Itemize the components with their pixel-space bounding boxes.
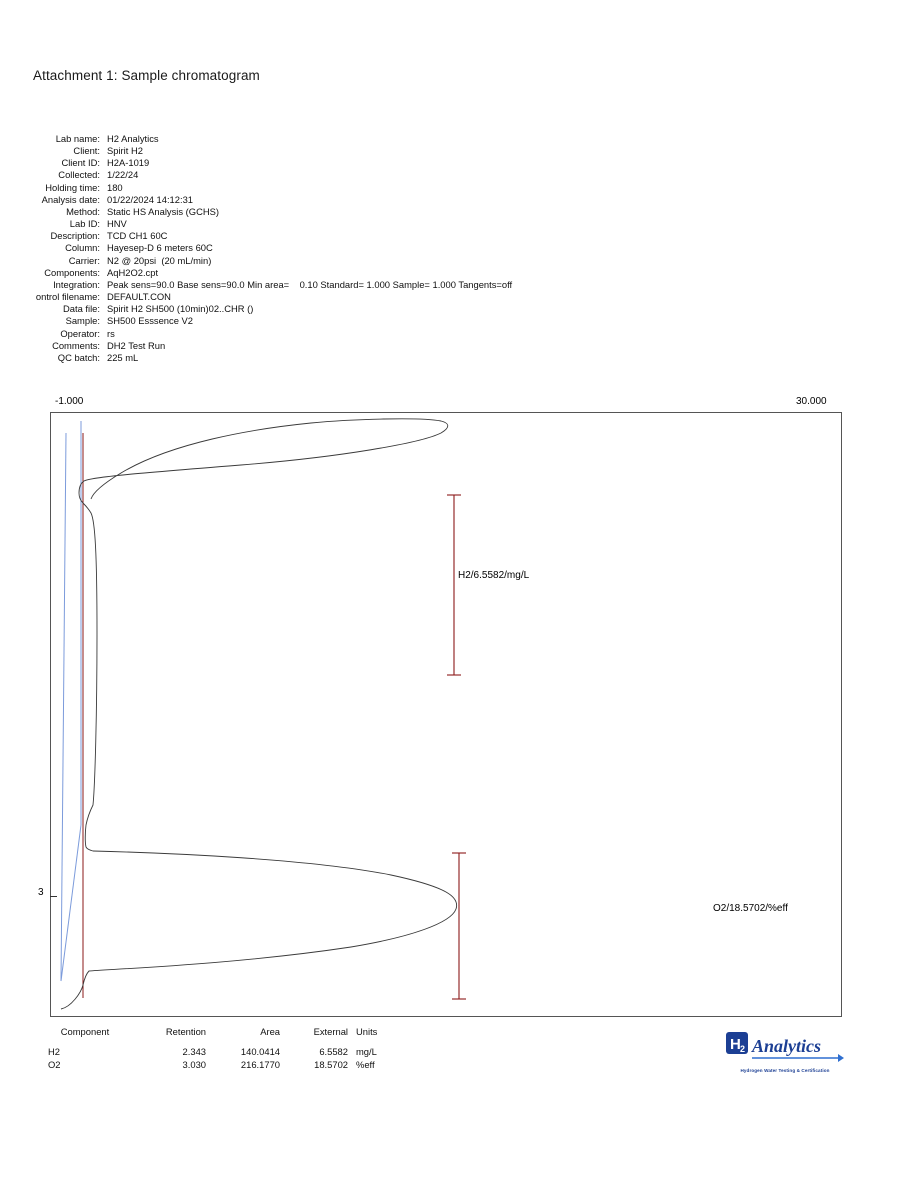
results-table-element <box>30 1026 400 1071</box>
metadata-row <box>24 194 644 206</box>
cell-area: 216.1770 <box>240 1058 280 1070</box>
metadata-row <box>24 315 644 327</box>
metadata-value: Static HS Analysis (GCHS) <box>107 205 220 217</box>
metadata-label: Lab name: <box>55 133 100 144</box>
metadata-label: Client ID: <box>61 157 100 169</box>
metadata-value: 225 mL <box>107 351 139 363</box>
cell-units: %eff <box>356 1058 375 1070</box>
metadata-row <box>24 169 644 181</box>
chromatogram-plot <box>50 412 842 1017</box>
metadata-value: SH500 Esssence V2 <box>107 315 193 327</box>
metadata-row <box>24 182 644 194</box>
cell-component: H2 <box>48 1046 60 1057</box>
metadata-value: rs <box>107 327 115 339</box>
metadata-row <box>24 352 644 364</box>
peak-label-h2: H2/6.5582/mg/L <box>458 570 530 581</box>
metadata-row <box>24 279 644 291</box>
peak-label-o2: O2/18.5702/%eff <box>713 903 788 914</box>
metadata-value: DEFAULT.CON <box>107 291 171 303</box>
metadata-value: Spirit H2 SH500 (10min)02..CHR () <box>107 303 254 315</box>
column-header-component: Component <box>60 1026 110 1037</box>
metadata-row <box>24 242 644 254</box>
metadata-row <box>24 255 644 267</box>
metadata-label: Analysis date: <box>41 193 100 205</box>
y-tick-mark <box>50 896 57 897</box>
metadata-label: Comments: <box>52 339 100 351</box>
logo-h-glyph: H <box>730 1036 741 1053</box>
metadata-label: ontrol filename: <box>35 291 100 303</box>
metadata-value: H2A-1019 <box>107 157 150 169</box>
cell-retention: 3.030 <box>182 1058 206 1070</box>
table-header-row <box>30 1026 400 1046</box>
metadata-value: 01/22/2024 14:12:31 <box>107 193 194 205</box>
cell-component: O2 <box>48 1058 61 1070</box>
metadata-row <box>24 230 644 242</box>
metadata-row <box>24 291 644 303</box>
axis-min-label: -1.000 <box>55 396 84 407</box>
metadata-value: DH2 Test Run <box>107 339 166 351</box>
metadata-label: Operator: <box>60 327 100 339</box>
metadata-value: 180 <box>107 181 123 193</box>
column-header-retention: Retention <box>165 1026 206 1037</box>
metadata-row <box>24 218 644 230</box>
metadata-value: Peak sens=90.0 Base sens=90.0 Min area= 0.10 Standard= 1.000 Sample= 1.000 Tangents=off <box>107 278 513 290</box>
logo-wordmark: Analytics <box>752 1036 822 1056</box>
axis-max-label: 30.000 <box>796 396 827 407</box>
metadata-row <box>24 206 644 218</box>
y-tick-label: 3 <box>38 887 44 898</box>
metadata-label: Sample: <box>65 315 100 327</box>
column-header-area: Area <box>260 1026 280 1037</box>
cell-external: 6.5582 <box>319 1046 348 1057</box>
metadata-row <box>24 157 644 169</box>
column-header-units: Units <box>356 1026 378 1037</box>
metadata-label: Components: <box>44 266 100 278</box>
metadata-value: HNV <box>107 218 127 230</box>
metadata-label: Method: <box>66 205 100 217</box>
metadata-label: Lab ID: <box>69 218 100 230</box>
metadata-value: Hayesep-D 6 meters 60C <box>107 242 213 254</box>
chromatogram-svg <box>51 413 841 1016</box>
metadata-row <box>24 267 644 279</box>
logo-tagline: Hydrogen Water Testing & Certification <box>740 1068 830 1073</box>
metadata-value: TCD CH1 60C <box>107 230 168 242</box>
logo-arrow-icon <box>838 1054 844 1062</box>
table-row <box>30 1046 400 1059</box>
metadata-value: Spirit H2 <box>107 145 143 157</box>
metadata-row <box>24 133 644 145</box>
metadata-row <box>24 303 644 315</box>
cell-external: 18.5702 <box>314 1058 348 1070</box>
baseline-trace <box>61 433 66 981</box>
page-title: Attachment 1: Sample chromatogram <box>33 68 260 83</box>
metadata-label: Collected: <box>58 169 100 181</box>
metadata-label: Carrier: <box>68 254 100 266</box>
results-table <box>30 1026 400 1071</box>
cell-retention: 2.343 <box>182 1046 206 1057</box>
cell-units: mg/L <box>356 1046 377 1057</box>
metadata-block <box>24 133 644 364</box>
metadata-label: Integration: <box>53 278 100 290</box>
logo-subscript-glyph: 2 <box>740 1044 746 1054</box>
metadata-row <box>24 145 644 157</box>
metadata-row <box>24 328 644 340</box>
metadata-value: H2 Analytics <box>107 133 159 144</box>
metadata-row <box>24 340 644 352</box>
table-row <box>30 1059 400 1072</box>
cell-area: 140.0414 <box>240 1046 280 1057</box>
column-header-external: External <box>313 1026 348 1037</box>
metadata-label: Data file: <box>63 303 100 315</box>
chromatogram-trace <box>61 419 457 1009</box>
metadata-label: Column: <box>65 242 100 254</box>
metadata-value: 1/22/24 <box>107 169 139 181</box>
metadata-value: N2 @ 20psi (20 mL/min) <box>107 254 212 266</box>
metadata-value: AqH2O2.cpt <box>107 266 159 278</box>
metadata-label: QC batch: <box>57 351 100 363</box>
baseline-slope <box>61 825 81 981</box>
metadata-label: Client: <box>73 145 100 157</box>
metadata-label: Description: <box>50 230 100 242</box>
metadata-label: Holding time: <box>45 181 100 193</box>
